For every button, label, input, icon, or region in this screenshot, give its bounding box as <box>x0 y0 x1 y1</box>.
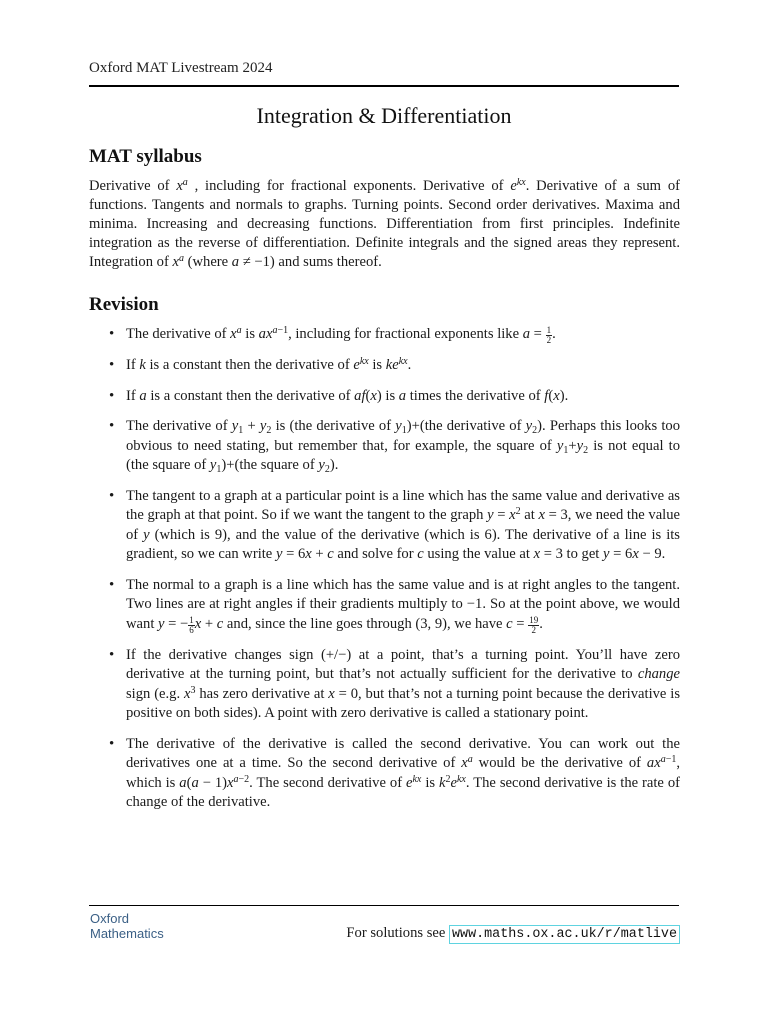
revision-bullet-2: • If k is a constant then the derivative of $e^{kx}$ is $ke^{kx}$. <box>89 356 680 376</box>
revision-bullet-6: • The normal to a graph is a line which has the same value and is at right angles to the tangent. Two lines are at right angles if their gradients multiply to −1. So at the point above, we would want y = − $\frac{1}{6}$ x + c and, since the line goes through (3, 9), we have c = $\frac{19}{2}$ . <box>89 576 680 635</box>
revision-list <box>89 325 680 813</box>
revision-bullet-1: • The derivative of $x^a$ is $ax^{a-1}$, including for fractional exponents like a = $\frac{1}{2}$ . <box>89 325 680 345</box>
solutions-prefix: For solutions see <box>346 925 446 941</box>
solutions-link[interactable]: www.maths.ox.ac.uk/r/matlive <box>449 925 680 944</box>
page-title: Integration & Differentiation <box>256 103 512 128</box>
running-header: Oxford MAT Livestream 2024 <box>89 60 273 76</box>
footer-rule <box>89 905 679 906</box>
revision-bullet-3: • If a is a constant then the derivative of af(x) is a times the derivative of f(x). <box>89 387 680 407</box>
revision-bullet-7: • If the derivative changes sign (+/−) at a point, that’s a turning point. You’ll have zero derivative at the turning point, but that’s not actually sufficient for the derivative to change sign (e.g. $x^3$ has zero derivative at x = 0, but that’s not a turning point because the derivative is positive on both sides). A point with zero derivative is called a stationary point. <box>89 646 680 724</box>
logo-line-1: Oxford <box>90 911 130 926</box>
syllabus-heading: MAT syllabus <box>89 146 202 167</box>
revision-bullet-4: • The derivative of $y_1 + y_2$ is (the derivative of $y_1)+(the$ derivative of $y_2$). Perhaps this looks too obvious to need stating, but remember that, for example, the square of $y_1+y_2$ is not equal to (the square of $y_1)+(the$ square of $y_2$). <box>89 417 680 476</box>
revision-bullet-5: • The tangent to a graph at a particular point is a line which has the same value and derivative as the graph at that point. So if we want the tangent to the graph $y = x^2$ at x = 3, we need the value of y (which is 9), and the value of the derivative (which is 6). The derivative of a line is its gradient, so we can write y = 6x + c and solve for c using the value at x = 3 to get y = 6x − 9. <box>89 487 680 565</box>
logo-line-2: Mathematics <box>90 926 164 941</box>
header-rule <box>89 85 679 87</box>
solutions-note <box>346 925 680 942</box>
revision-heading: Revision <box>89 294 159 315</box>
oxford-mathematics-logo <box>90 911 164 941</box>
revision-bullet-8: • The derivative of the derivative is called the second derivative. You can work out the derivatives one at a time. So the second derivative of $x^a$ would be the derivative of $ax^{a-1}$, which is $a(a - 1)x^{a-2}$. The second derivative of $e^{kx}$ is $k^2e^{kx}$. The second derivative is the rate of change of the derivative. <box>89 735 680 813</box>
syllabus-paragraph: Derivative of $x^a$ , including for fractional exponents. Derivative of $e^{kx}$. Derivative of a sum of functions. Tangents and normals to graphs. Turning points. Second order derivatives. Maxima and minima. Increasing and decreasing functions. Differentiation from first principles. Indefinite integration as the reverse of differentiation. Definite integrals and the signed areas they represent. Integration of $x^a$ (where a ≠ −1) and sums thereof. <box>89 177 680 270</box>
